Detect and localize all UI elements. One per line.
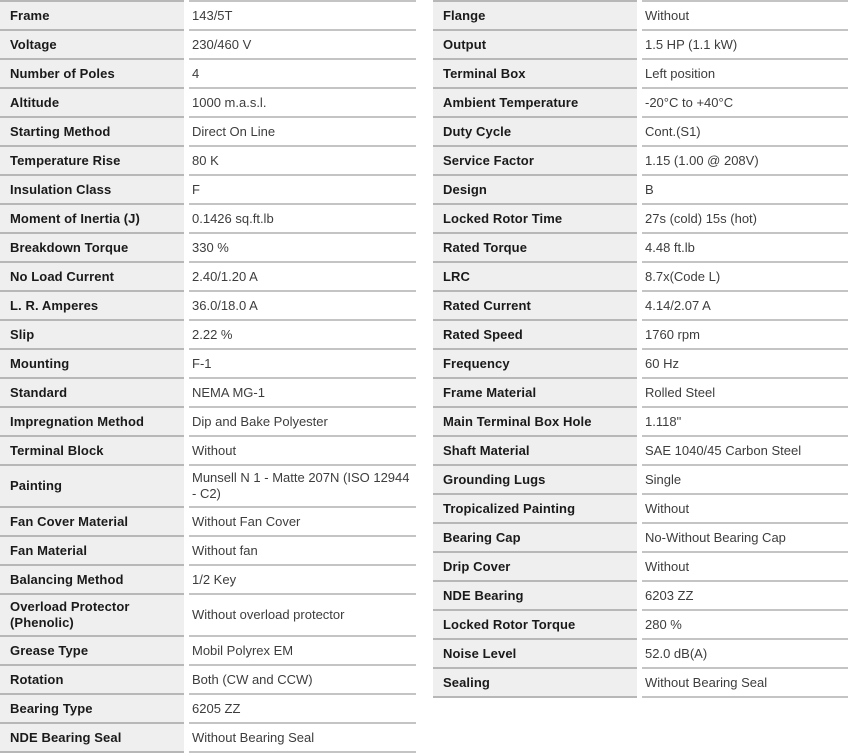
- spec-row: [433, 493, 848, 522]
- spec-value: 4.48 ft.lb: [642, 232, 848, 261]
- spec-row: [433, 609, 848, 638]
- spec-value: 60 Hz: [642, 348, 848, 377]
- spec-label: Design: [433, 174, 637, 203]
- spec-label: Number of Poles: [0, 58, 184, 87]
- spec-value: 0.1426 sq.ft.lb: [189, 203, 416, 232]
- spec-value: 2.22 %: [189, 319, 416, 348]
- spec-value: F-1: [189, 348, 416, 377]
- spec-row: [0, 145, 416, 174]
- spec-row: [433, 435, 848, 464]
- spec-label: Overload Protector (Phenolic): [0, 593, 184, 635]
- spec-row: [433, 319, 848, 348]
- spec-row: [433, 0, 848, 29]
- spec-value: 4: [189, 58, 416, 87]
- spec-row: [0, 290, 416, 319]
- spec-value: 1760 rpm: [642, 319, 848, 348]
- spec-value: B: [642, 174, 848, 203]
- spec-label: Noise Level: [433, 638, 637, 667]
- spec-row: [0, 232, 416, 261]
- spec-row: [433, 29, 848, 58]
- spec-value: Mobil Polyrex EM: [189, 635, 416, 664]
- spec-value: 6205 ZZ: [189, 693, 416, 722]
- spec-label: Tropicalized Painting: [433, 493, 637, 522]
- spec-label: Mounting: [0, 348, 184, 377]
- spec-value: Direct On Line: [189, 116, 416, 145]
- spec-row: [433, 87, 848, 116]
- spec-label: Grounding Lugs: [433, 464, 637, 493]
- spec-value: Munsell N 1 - Matte 207N (ISO 12944 - C2): [189, 464, 416, 506]
- spec-label: NDE Bearing: [433, 580, 637, 609]
- spec-row: [0, 174, 416, 203]
- spec-value: 2.40/1.20 A: [189, 261, 416, 290]
- spec-label: Frequency: [433, 348, 637, 377]
- spec-value: 230/460 V: [189, 29, 416, 58]
- spec-label: Bearing Type: [0, 693, 184, 722]
- spec-label: Output: [433, 29, 637, 58]
- spec-row: [433, 522, 848, 551]
- spec-label: Balancing Method: [0, 564, 184, 593]
- spec-label: Duty Cycle: [433, 116, 637, 145]
- spec-row: [0, 116, 416, 145]
- spec-label: Terminal Block: [0, 435, 184, 464]
- spec-value: 330 %: [189, 232, 416, 261]
- spec-value: Both (CW and CCW): [189, 664, 416, 693]
- spec-row: [0, 564, 416, 593]
- spec-label: Fan Material: [0, 535, 184, 564]
- spec-value: 1.118": [642, 406, 848, 435]
- spec-table-right: [433, 0, 848, 698]
- spec-label: Ambient Temperature: [433, 87, 637, 116]
- spec-value: Without overload protector: [189, 593, 416, 635]
- spec-label: Rated Current: [433, 290, 637, 319]
- spec-row: [0, 377, 416, 406]
- spec-row: [0, 635, 416, 664]
- spec-row: [433, 348, 848, 377]
- spec-row: [433, 261, 848, 290]
- spec-value: 80 K: [189, 145, 416, 174]
- spec-value: No-Without Bearing Cap: [642, 522, 848, 551]
- spec-row: [433, 174, 848, 203]
- spec-row: [433, 232, 848, 261]
- spec-value: 1000 m.a.s.l.: [189, 87, 416, 116]
- spec-value: 36.0/18.0 A: [189, 290, 416, 319]
- spec-value: 143/5T: [189, 0, 416, 29]
- spec-value: 6203 ZZ: [642, 580, 848, 609]
- spec-row: [433, 58, 848, 87]
- spec-value: NEMA MG-1: [189, 377, 416, 406]
- spec-row: [433, 203, 848, 232]
- spec-label: Flange: [433, 0, 637, 29]
- spec-value: -20°C to +40°C: [642, 87, 848, 116]
- spec-row: [0, 261, 416, 290]
- spec-label: Sealing: [433, 667, 637, 696]
- spec-label: Frame: [0, 0, 184, 29]
- spec-label: Altitude: [0, 87, 184, 116]
- spec-row: [433, 145, 848, 174]
- spec-row: [433, 464, 848, 493]
- spec-value: Without Bearing Seal: [642, 667, 848, 696]
- spec-value: SAE 1040/45 Carbon Steel: [642, 435, 848, 464]
- spec-row: [0, 722, 416, 751]
- spec-row: [0, 664, 416, 693]
- spec-label: Locked Rotor Torque: [433, 609, 637, 638]
- spec-label: LRC: [433, 261, 637, 290]
- spec-value: Without: [189, 435, 416, 464]
- spec-value: 1.5 HP (1.1 kW): [642, 29, 848, 58]
- spec-row: [433, 290, 848, 319]
- spec-row: [0, 58, 416, 87]
- spec-label: Locked Rotor Time: [433, 203, 637, 232]
- spec-value: 4.14/2.07 A: [642, 290, 848, 319]
- spec-value: Single: [642, 464, 848, 493]
- spec-row: [0, 435, 416, 464]
- spec-label: Temperature Rise: [0, 145, 184, 174]
- spec-label: Main Terminal Box Hole: [433, 406, 637, 435]
- spec-row: [433, 116, 848, 145]
- spec-table-right-rows: [433, 0, 848, 696]
- spec-label: Moment of Inertia (J): [0, 203, 184, 232]
- spec-value: 8.7x(Code L): [642, 261, 848, 290]
- spec-label: L. R. Amperes: [0, 290, 184, 319]
- spec-value: 52.0 dB(A): [642, 638, 848, 667]
- spec-value: Rolled Steel: [642, 377, 848, 406]
- spec-value: Without Bearing Seal: [189, 722, 416, 751]
- spec-row: [0, 506, 416, 535]
- spec-label: Fan Cover Material: [0, 506, 184, 535]
- spec-row: [0, 0, 416, 29]
- spec-value: Without fan: [189, 535, 416, 564]
- spec-row: [0, 593, 416, 635]
- spec-label: Slip: [0, 319, 184, 348]
- spec-row: [0, 535, 416, 564]
- spec-label: Terminal Box: [433, 58, 637, 87]
- spec-label: Drip Cover: [433, 551, 637, 580]
- spec-value: 280 %: [642, 609, 848, 638]
- spec-row: [0, 29, 416, 58]
- spec-label: Standard: [0, 377, 184, 406]
- spec-row: [0, 693, 416, 722]
- spec-label: Voltage: [0, 29, 184, 58]
- spec-value: Without Fan Cover: [189, 506, 416, 535]
- spec-label: Shaft Material: [433, 435, 637, 464]
- spec-value: Dip and Bake Polyester: [189, 406, 416, 435]
- table-bottom-border: [0, 751, 416, 753]
- spec-value: 27s (cold) 15s (hot): [642, 203, 848, 232]
- spec-row: [433, 580, 848, 609]
- spec-label: Bearing Cap: [433, 522, 637, 551]
- spec-table-left-rows: [0, 0, 416, 751]
- spec-row: [0, 464, 416, 506]
- spec-value: F: [189, 174, 416, 203]
- spec-label: Service Factor: [433, 145, 637, 174]
- spec-label: NDE Bearing Seal: [0, 722, 184, 751]
- spec-table-left: [0, 0, 416, 753]
- spec-label: Painting: [0, 464, 184, 506]
- spec-row: [0, 319, 416, 348]
- spec-label: Rated Speed: [433, 319, 637, 348]
- spec-value: 1.15 (1.00 @ 208V): [642, 145, 848, 174]
- table-bottom-border: [433, 696, 848, 698]
- spec-value: Left position: [642, 58, 848, 87]
- spec-label: Grease Type: [0, 635, 184, 664]
- spec-row: [0, 406, 416, 435]
- spec-row: [433, 667, 848, 696]
- spec-row: [0, 348, 416, 377]
- spec-value: Without: [642, 493, 848, 522]
- spec-row: [0, 87, 416, 116]
- spec-row: [433, 551, 848, 580]
- spec-row: [0, 203, 416, 232]
- spec-row: [433, 377, 848, 406]
- spec-label: No Load Current: [0, 261, 184, 290]
- spec-label: Impregnation Method: [0, 406, 184, 435]
- spec-row: [433, 406, 848, 435]
- spec-value: Cont.(S1): [642, 116, 848, 145]
- spec-label: Insulation Class: [0, 174, 184, 203]
- spec-label: Rated Torque: [433, 232, 637, 261]
- spec-label: Breakdown Torque: [0, 232, 184, 261]
- spec-value: 1/2 Key: [189, 564, 416, 593]
- spec-value: Without: [642, 0, 848, 29]
- spec-value: Without: [642, 551, 848, 580]
- spec-label: Starting Method: [0, 116, 184, 145]
- spec-label: Rotation: [0, 664, 184, 693]
- spec-row: [433, 638, 848, 667]
- spec-label: Frame Material: [433, 377, 637, 406]
